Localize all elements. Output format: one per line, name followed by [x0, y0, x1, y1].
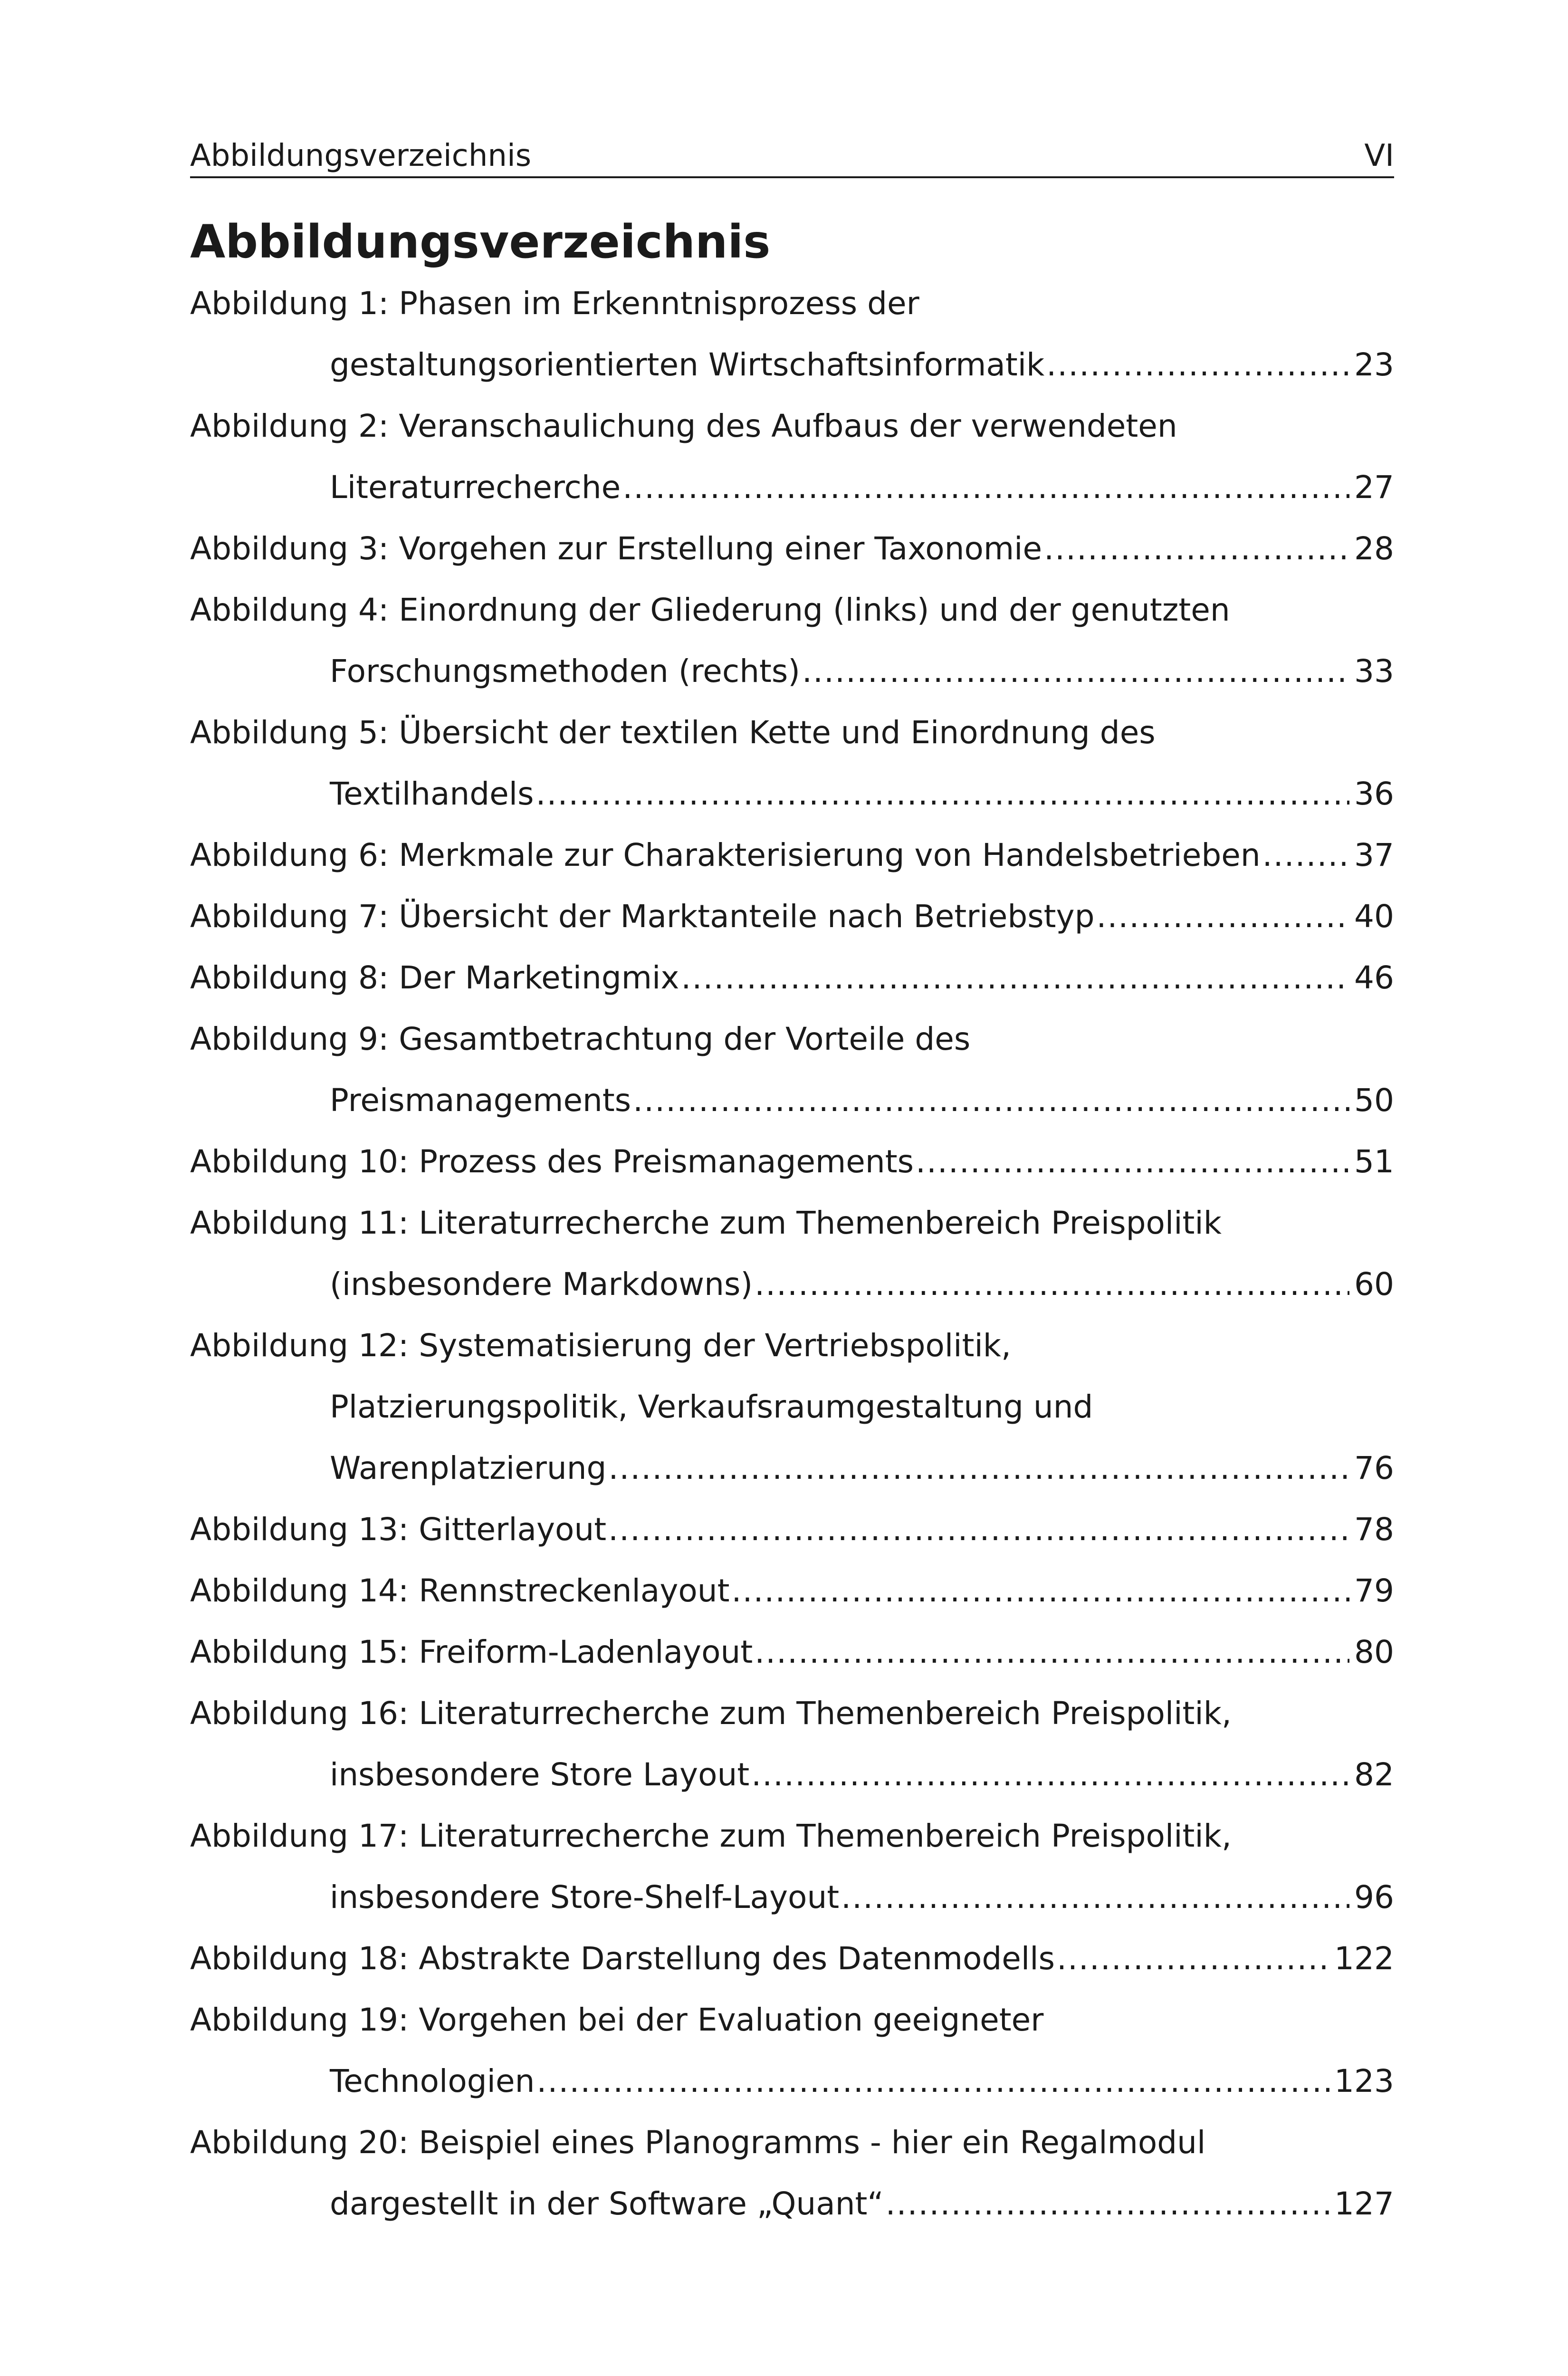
toc-page-number: 123	[1334, 2062, 1394, 2099]
toc-entry-caption	[190, 518, 1394, 579]
toc-dot-leader	[608, 1499, 1349, 1560]
header-page-number: VI	[1364, 138, 1394, 173]
document-page	[190, 138, 1394, 2234]
toc-dot-leader	[731, 1560, 1349, 1621]
toc-entry[interactable]	[190, 1192, 1394, 1315]
toc-dot-leader	[802, 641, 1349, 702]
toc-page-number: 79	[1354, 1572, 1394, 1609]
toc-entry[interactable]	[190, 2112, 1394, 2234]
toc-page-number: 76	[1354, 1449, 1394, 1486]
toc-entry-text: Technologien	[330, 2062, 535, 2099]
toc-entry[interactable]	[190, 1989, 1394, 2112]
toc-entry-text: Abbildung 1: Phasen im Erkenntnisprozess der	[190, 285, 919, 322]
toc-page-number: 51	[1354, 1143, 1394, 1180]
toc-entry-caption	[190, 1989, 1394, 2050]
toc-entry-caption	[190, 579, 1394, 641]
toc-entry[interactable]	[190, 273, 1394, 395]
toc-entry-text: Abbildung 4: Einordnung der Gliederung (links) und der genutzten	[190, 591, 1230, 628]
toc-entry[interactable]	[190, 579, 1394, 702]
toc-page-number: 122	[1334, 1940, 1394, 1977]
toc-entry[interactable]	[190, 1928, 1394, 1989]
toc-dot-leader	[1057, 1928, 1329, 1989]
list-of-figures	[190, 273, 1394, 2234]
toc-entry-text: Preismanagements	[330, 1082, 631, 1119]
toc-entry[interactable]	[190, 702, 1394, 824]
toc-entry-caption	[190, 1928, 1394, 1989]
toc-entry-caption-continued	[190, 1254, 1394, 1315]
toc-entry-text: Forschungsmethoden (rechts)	[330, 652, 801, 690]
toc-entry[interactable]	[190, 1131, 1394, 1192]
toc-entry[interactable]	[190, 886, 1394, 947]
toc-dot-leader	[633, 1070, 1349, 1131]
toc-page-number: 37	[1354, 836, 1394, 873]
toc-entry-caption-continued	[190, 1070, 1394, 1131]
header-title: Abbildungsverzeichnis	[190, 138, 532, 173]
toc-entry-text: Abbildung 19: Vorgehen bei der Evaluation geeigneter	[190, 2001, 1044, 2038]
toc-entry-text: insbesondere Store-Shelf-Layout	[330, 1878, 840, 1916]
toc-page-number: 36	[1354, 775, 1394, 812]
toc-page-number: 27	[1354, 469, 1394, 506]
toc-entry-caption-continued	[190, 2050, 1394, 2112]
toc-entry-text: Textilhandels	[330, 775, 534, 812]
toc-entry-text: insbesondere Store Layout	[330, 1756, 750, 1793]
toc-entry-caption	[190, 273, 1394, 334]
toc-page-number: 23	[1354, 346, 1394, 383]
toc-entry-caption-continued	[190, 641, 1394, 702]
toc-entry[interactable]	[190, 1499, 1394, 1560]
toc-dot-leader	[608, 1437, 1349, 1499]
toc-entry[interactable]	[190, 518, 1394, 579]
toc-entry[interactable]	[190, 824, 1394, 886]
toc-page-number: 78	[1354, 1511, 1394, 1548]
toc-entry-caption	[190, 886, 1394, 947]
toc-page-number: 82	[1354, 1756, 1394, 1793]
toc-entry-text: Abbildung 10: Prozess des Preismanagements	[190, 1143, 914, 1180]
toc-dot-leader	[841, 1867, 1349, 1928]
toc-entry-caption-continued	[190, 457, 1394, 518]
toc-entry[interactable]	[190, 1560, 1394, 1621]
list-of-figures-heading: Abbildungsverzeichnis	[190, 215, 771, 268]
toc-dot-leader	[1096, 886, 1349, 947]
toc-entry[interactable]	[190, 395, 1394, 518]
toc-entry-caption	[190, 2112, 1394, 2173]
toc-dot-leader	[886, 2173, 1329, 2234]
toc-entry-text: Abbildung 15: Freiform-Ladenlayout	[190, 1633, 753, 1670]
toc-entry-caption-continued	[190, 1867, 1394, 1928]
toc-entry-text: Abbildung 9: Gesamtbetrachtung der Vorteile des	[190, 1020, 971, 1057]
toc-entry-text: Abbildung 13: Gitterlayout	[190, 1511, 607, 1548]
toc-entry-text: Abbildung 12: Systematisierung der Vertriebspolitik,	[190, 1327, 1011, 1364]
toc-entry-caption	[190, 1315, 1394, 1376]
toc-dot-leader	[1262, 824, 1349, 886]
toc-entry-text: Literaturrecherche	[330, 469, 621, 506]
toc-entry-text: Abbildung 7: Übersicht der Marktanteile nach Betriebstyp	[190, 898, 1095, 935]
toc-page-number: 46	[1354, 959, 1394, 996]
toc-dot-leader	[536, 2050, 1329, 2112]
toc-entry-text: Abbildung 14: Rennstreckenlayout	[190, 1572, 730, 1609]
toc-entry-text: Abbildung 20: Beispiel eines Planogramms - hier ein Regalmodul	[190, 2124, 1206, 2161]
toc-dot-leader	[755, 1254, 1349, 1315]
toc-dot-leader	[681, 947, 1349, 1008]
toc-entry[interactable]	[190, 947, 1394, 1008]
running-header	[190, 138, 1394, 178]
toc-page-number: 40	[1354, 898, 1394, 935]
toc-entry-text: Abbildung 11: Literaturrecherche zum Themenbereich Preispolitik	[190, 1204, 1222, 1241]
toc-entry-text: Abbildung 5: Übersicht der textilen Kette und Einordnung des	[190, 714, 1156, 751]
toc-dot-leader	[622, 457, 1349, 518]
toc-dot-leader	[751, 1744, 1349, 1805]
toc-entry-text: Abbildung 3: Vorgehen zur Erstellung einer Taxonomie	[190, 530, 1042, 567]
toc-dot-leader	[1046, 334, 1349, 395]
toc-page-number: 127	[1334, 2185, 1394, 2222]
toc-entry-caption	[190, 395, 1394, 457]
toc-entry-text: Abbildung 6: Merkmale zur Charakterisierung von Handelsbetrieben	[190, 836, 1261, 873]
toc-entry-caption-continued	[190, 1744, 1394, 1805]
toc-dot-leader	[1044, 518, 1349, 579]
toc-dot-leader	[535, 763, 1349, 824]
toc-entry-text: Abbildung 2: Veranschaulichung des Aufbaus der verwendeten	[190, 407, 1177, 444]
toc-entry-caption-continued	[190, 334, 1394, 395]
toc-entry-caption	[190, 1621, 1394, 1683]
toc-entry-text: gestaltungsorientierten Wirtschaftsinformatik	[330, 346, 1045, 383]
toc-entry-caption	[190, 824, 1394, 886]
toc-entry[interactable]	[190, 1315, 1394, 1499]
toc-entry-caption	[190, 702, 1394, 763]
toc-entry-text: Warenplatzierung	[330, 1449, 607, 1486]
toc-entry-text: Platzierungspolitik, Verkaufsraumgestaltung und	[330, 1388, 1093, 1425]
toc-entry-text: (insbesondere Markdowns)	[330, 1265, 753, 1303]
toc-page-number: 33	[1354, 652, 1394, 690]
toc-entry-caption-continued	[190, 763, 1394, 824]
toc-entry[interactable]	[190, 1621, 1394, 1683]
toc-page-number: 50	[1354, 1082, 1394, 1119]
toc-page-number: 28	[1354, 530, 1394, 567]
toc-entry[interactable]	[190, 1683, 1394, 1805]
toc-entry-caption	[190, 1008, 1394, 1070]
toc-entry[interactable]	[190, 1008, 1394, 1131]
toc-entry-caption-continued	[190, 1437, 1394, 1499]
toc-dot-leader	[755, 1621, 1349, 1683]
toc-page-number: 60	[1354, 1265, 1394, 1303]
toc-entry-text: dargestellt in der Software „Quant“	[330, 2185, 884, 2222]
toc-page-number: 80	[1354, 1633, 1394, 1670]
toc-dot-leader	[916, 1131, 1349, 1192]
toc-entry-text: Abbildung 16: Literaturrecherche zum Themenbereich Preispolitik,	[190, 1695, 1232, 1732]
toc-entry-caption-continued	[190, 2173, 1394, 2234]
toc-entry-caption	[190, 1805, 1394, 1867]
toc-entry-caption-continued	[190, 1376, 1394, 1437]
toc-entry-caption	[190, 1683, 1394, 1744]
toc-entry-text: Abbildung 8: Der Marketingmix	[190, 959, 679, 996]
toc-entry[interactable]	[190, 1805, 1394, 1928]
toc-entry-caption	[190, 1560, 1394, 1621]
toc-entry-caption	[190, 1131, 1394, 1192]
toc-entry-caption	[190, 947, 1394, 1008]
toc-entry-text: Abbildung 17: Literaturrecherche zum Themenbereich Preispolitik,	[190, 1817, 1232, 1854]
toc-entry-caption	[190, 1192, 1394, 1254]
toc-entry-caption	[190, 1499, 1394, 1560]
toc-page-number: 96	[1354, 1878, 1394, 1916]
toc-entry-text: Abbildung 18: Abstrakte Darstellung des Datenmodells	[190, 1940, 1055, 1977]
